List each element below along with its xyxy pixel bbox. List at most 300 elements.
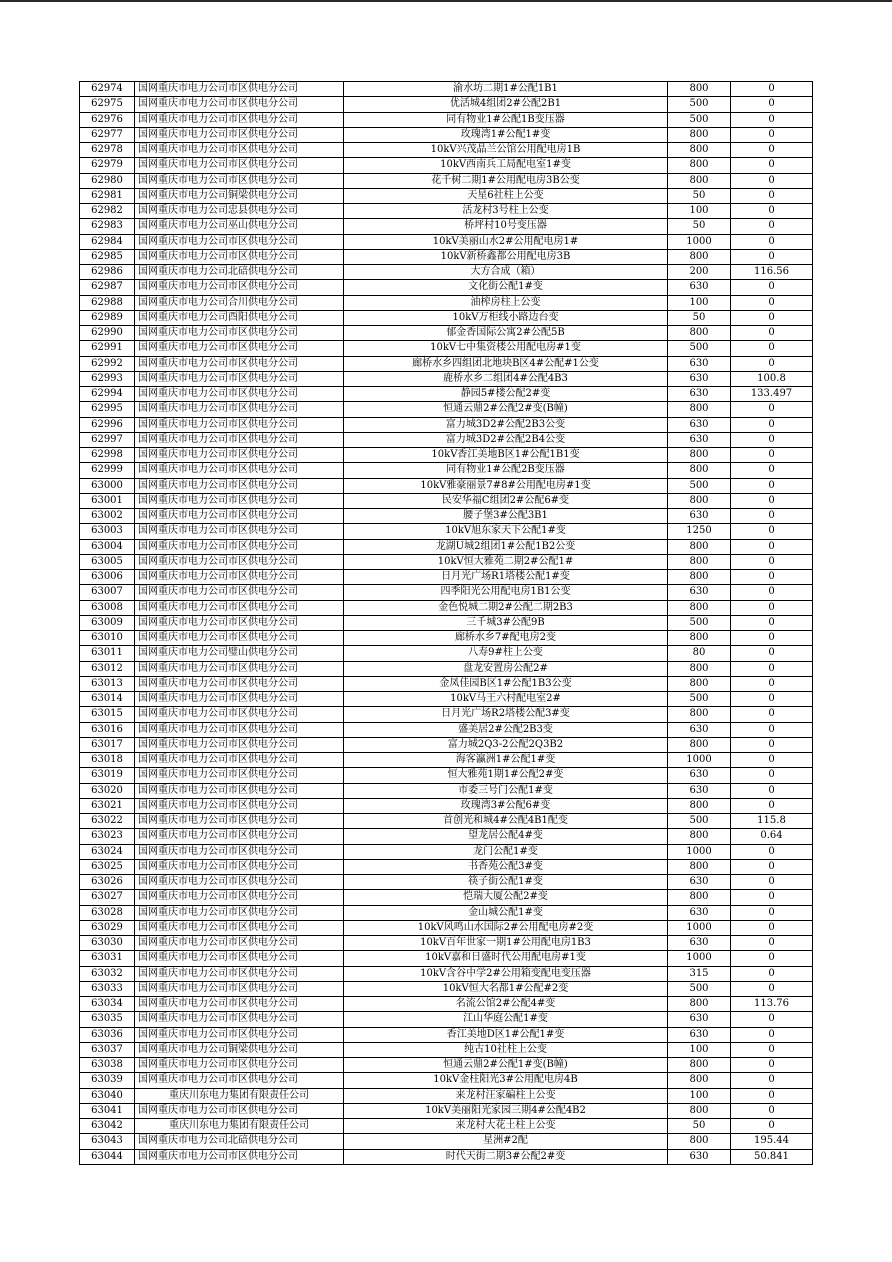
capacity-cell: 50	[668, 310, 731, 325]
station-name-cell: 海客瀛洲1#公配1#变	[344, 753, 668, 768]
value-cell: 0	[731, 524, 813, 539]
row-id-cell: 62997	[80, 432, 135, 447]
row-id-cell: 63030	[80, 936, 135, 951]
company-cell: 国网重庆市电力公司市区供电分公司	[135, 768, 344, 783]
row-id-cell: 63033	[80, 981, 135, 996]
table-row	[80, 1134, 813, 1149]
row-id-cell: 63024	[80, 844, 135, 859]
table-row	[80, 1103, 813, 1118]
value-cell: 0	[731, 188, 813, 203]
station-name-cell: 花千树二期1#公用配电房3B公变	[344, 173, 668, 188]
company-cell: 国网重庆市电力公司市区供电分公司	[135, 692, 344, 707]
capacity-cell: 50	[668, 1119, 731, 1134]
station-name-cell: 盘龙安置房公配2#	[344, 661, 668, 676]
value-cell: 0	[731, 981, 813, 996]
capacity-cell: 1000	[668, 234, 731, 249]
company-cell: 国网重庆市电力公司酉阳供电分公司	[135, 310, 344, 325]
station-name-cell: 同有物业1#公配1B变压器	[344, 112, 668, 127]
table-row	[80, 615, 813, 630]
value-cell: 113.76	[731, 997, 813, 1012]
company-cell: 国网重庆市电力公司市区供电分公司	[135, 463, 344, 478]
company-cell: 国网重庆市电力公司市区供电分公司	[135, 356, 344, 371]
capacity-cell: 100	[668, 295, 731, 310]
station-name-cell: 10kV美丽阳光家园三期4#公配4B2	[344, 1103, 668, 1118]
table-row	[80, 844, 813, 859]
company-cell: 国网重庆市电力公司市区供电分公司	[135, 966, 344, 981]
capacity-cell: 500	[668, 615, 731, 630]
capacity-cell: 50	[668, 188, 731, 203]
table-row	[80, 219, 813, 234]
row-id-cell: 63018	[80, 753, 135, 768]
company-cell: 国网重庆市电力公司市区供电分公司	[135, 615, 344, 630]
station-name-cell: 来龙村汪家碥柱上公变	[344, 1088, 668, 1103]
company-cell: 国网重庆市电力公司市区供电分公司	[135, 1149, 344, 1164]
value-cell: 0	[731, 936, 813, 951]
company-cell: 国网重庆市电力公司市区供电分公司	[135, 844, 344, 859]
value-cell: 115.8	[731, 814, 813, 829]
row-id-cell: 62993	[80, 371, 135, 386]
company-cell: 国网重庆市电力公司巫山供电分公司	[135, 219, 344, 234]
capacity-cell: 630	[668, 356, 731, 371]
company-cell: 国网重庆市电力公司市区供电分公司	[135, 387, 344, 402]
company-cell: 国网重庆市电力公司市区供电分公司	[135, 509, 344, 524]
capacity-cell: 800	[668, 859, 731, 874]
row-id-cell: 63020	[80, 783, 135, 798]
row-id-cell: 62988	[80, 295, 135, 310]
table-row	[80, 371, 813, 386]
station-name-cell: 金凤佳园B区1#公配1B3公变	[344, 676, 668, 691]
station-name-cell: 10kV美丽山水2#公用配电房1#	[344, 234, 668, 249]
capacity-cell: 800	[668, 82, 731, 97]
station-name-cell: 金山城公配1#变	[344, 905, 668, 920]
table-row	[80, 463, 813, 478]
value-cell: 0	[731, 600, 813, 615]
capacity-cell: 800	[668, 661, 731, 676]
station-name-cell: 静园5#楼公配2#变	[344, 387, 668, 402]
table-row	[80, 234, 813, 249]
row-id-cell: 63022	[80, 814, 135, 829]
capacity-cell: 800	[668, 402, 731, 417]
row-id-cell: 62998	[80, 448, 135, 463]
value-cell: 0	[731, 615, 813, 630]
value-cell: 0	[731, 966, 813, 981]
capacity-cell: 800	[668, 554, 731, 569]
capacity-cell: 50	[668, 219, 731, 234]
row-id-cell: 63037	[80, 1042, 135, 1057]
company-cell: 国网重庆市电力公司北碚供电分公司	[135, 1134, 344, 1149]
table-row	[80, 1088, 813, 1103]
row-id-cell: 63035	[80, 1012, 135, 1027]
capacity-cell: 630	[668, 585, 731, 600]
company-cell: 国网重庆市电力公司市区供电分公司	[135, 448, 344, 463]
capacity-cell: 800	[668, 737, 731, 752]
table-row	[80, 127, 813, 142]
row-id-cell: 62981	[80, 188, 135, 203]
station-name-cell: 玫瑰湾3#公配6#变	[344, 798, 668, 813]
capacity-cell: 630	[668, 1149, 731, 1164]
station-name-cell: 桥坪村10号变压器	[344, 219, 668, 234]
table-row	[80, 143, 813, 158]
value-cell: 0	[731, 219, 813, 234]
row-id-cell: 63025	[80, 859, 135, 874]
station-name-cell: 10kV百年世家一期1#公用配电房1B3	[344, 936, 668, 951]
capacity-cell: 800	[668, 829, 731, 844]
station-name-cell: 盛美居2#公配2B3变	[344, 722, 668, 737]
company-cell: 国网重庆市电力公司市区供电分公司	[135, 1058, 344, 1073]
value-cell: 0	[731, 356, 813, 371]
value-cell: 116.56	[731, 265, 813, 280]
company-cell: 国网重庆市电力公司市区供电分公司	[135, 1027, 344, 1042]
value-cell: 0	[731, 890, 813, 905]
table-row	[80, 722, 813, 737]
value-cell: 0	[731, 768, 813, 783]
table-row	[80, 920, 813, 935]
station-name-cell: 10kV马王六村配电室2#	[344, 692, 668, 707]
row-id-cell: 63041	[80, 1103, 135, 1118]
station-name-cell: 来龙村大花土柱上公变	[344, 1119, 668, 1134]
station-name-cell: 文化街公配1#变	[344, 280, 668, 295]
value-cell: 0	[731, 539, 813, 554]
row-id-cell: 63006	[80, 570, 135, 585]
value-cell: 0	[731, 402, 813, 417]
station-name-cell: 10kV兴茂晶兰公馆公用配电房1B	[344, 143, 668, 158]
row-id-cell: 63008	[80, 600, 135, 615]
capacity-cell: 800	[668, 997, 731, 1012]
row-id-cell: 63004	[80, 539, 135, 554]
table-row	[80, 478, 813, 493]
station-name-cell: 10kV香江美地B区1#公配1B1变	[344, 448, 668, 463]
value-cell: 0	[731, 692, 813, 707]
row-id-cell: 63012	[80, 661, 135, 676]
value-cell: 0	[731, 82, 813, 97]
company-cell: 国网重庆市电力公司市区供电分公司	[135, 158, 344, 173]
table-row	[80, 692, 813, 707]
capacity-cell: 630	[668, 1012, 731, 1027]
value-cell: 0	[731, 844, 813, 859]
company-cell: 国网重庆市电力公司市区供电分公司	[135, 112, 344, 127]
table-row	[80, 768, 813, 783]
table-row	[80, 1027, 813, 1042]
row-id-cell: 62996	[80, 417, 135, 432]
company-cell: 国网重庆市电力公司市区供电分公司	[135, 173, 344, 188]
company-cell: 国网重庆市电力公司市区供电分公司	[135, 554, 344, 569]
page-top-rule	[0, 0, 892, 2]
value-cell: 0	[731, 295, 813, 310]
row-id-cell: 63040	[80, 1088, 135, 1103]
value-cell: 0	[731, 310, 813, 325]
value-cell: 0	[731, 707, 813, 722]
company-cell: 国网重庆市电力公司市区供电分公司	[135, 920, 344, 935]
row-id-cell: 63010	[80, 631, 135, 646]
station-name-cell: 10kV万柜线小路边台变	[344, 310, 668, 325]
station-name-cell: 10kV嘉和日盛时代公用配电房#1变	[344, 951, 668, 966]
table-row	[80, 82, 813, 97]
value-cell: 0	[731, 249, 813, 264]
table-row	[80, 661, 813, 676]
row-id-cell: 62989	[80, 310, 135, 325]
station-name-cell: 玫瑰湾1#公配1#变	[344, 127, 668, 142]
capacity-cell: 100	[668, 204, 731, 219]
table-row	[80, 356, 813, 371]
transformer-table	[79, 81, 813, 1165]
company-cell: 国网重庆市电力公司市区供电分公司	[135, 951, 344, 966]
company-cell: 国网重庆市电力公司市区供电分公司	[135, 1012, 344, 1027]
row-id-cell: 62986	[80, 265, 135, 280]
table-body	[80, 82, 813, 1165]
table-row	[80, 173, 813, 188]
table-row	[80, 798, 813, 813]
station-name-cell: 10kV金柱阳光3#公用配电房4B	[344, 1073, 668, 1088]
value-cell: 0	[731, 783, 813, 798]
station-name-cell: 10kV旭东家天下公配1#变	[344, 524, 668, 539]
station-name-cell: 星洲#2配	[344, 1134, 668, 1149]
station-name-cell: 鹿桥水乡二组团4#公配4B3	[344, 371, 668, 386]
row-id-cell: 62976	[80, 112, 135, 127]
station-name-cell: 日月光广场R1塔楼公配1#变	[344, 570, 668, 585]
table-row	[80, 97, 813, 112]
station-name-cell: 廊桥水乡四组团北地块B区4#公配#1公变	[344, 356, 668, 371]
value-cell: 0	[731, 920, 813, 935]
row-id-cell: 62987	[80, 280, 135, 295]
capacity-cell: 630	[668, 387, 731, 402]
row-id-cell: 62979	[80, 158, 135, 173]
value-cell: 0	[731, 432, 813, 447]
capacity-cell: 800	[668, 600, 731, 615]
table-row	[80, 951, 813, 966]
table-row	[80, 204, 813, 219]
row-id-cell: 62984	[80, 234, 135, 249]
station-name-cell: 天星6社柱上公变	[344, 188, 668, 203]
table-row	[80, 737, 813, 752]
company-cell: 国网重庆市电力公司忠县供电分公司	[135, 204, 344, 219]
company-cell: 国网重庆市电力公司市区供电分公司	[135, 783, 344, 798]
table-row	[80, 966, 813, 981]
capacity-cell: 800	[668, 1073, 731, 1088]
row-id-cell: 63005	[80, 554, 135, 569]
table-row	[80, 554, 813, 569]
row-id-cell: 62991	[80, 341, 135, 356]
row-id-cell: 63015	[80, 707, 135, 722]
row-id-cell: 63043	[80, 1134, 135, 1149]
company-cell: 国网重庆市电力公司市区供电分公司	[135, 737, 344, 752]
station-name-cell: 四季阳光公用配电房1B1公变	[344, 585, 668, 600]
table-row	[80, 1058, 813, 1073]
table-row	[80, 539, 813, 554]
capacity-cell: 100	[668, 1042, 731, 1057]
row-id-cell: 63027	[80, 890, 135, 905]
capacity-cell: 630	[668, 509, 731, 524]
capacity-cell: 1000	[668, 844, 731, 859]
company-cell: 国网重庆市电力公司市区供电分公司	[135, 600, 344, 615]
station-name-cell: 书香苑公配3#变	[344, 859, 668, 874]
row-id-cell: 63002	[80, 509, 135, 524]
company-cell: 国网重庆市电力公司市区供电分公司	[135, 249, 344, 264]
company-cell: 国网重庆市电力公司市区供电分公司	[135, 493, 344, 508]
company-cell: 国网重庆市电力公司璧山供电分公司	[135, 646, 344, 661]
company-cell: 国网重庆市电力公司市区供电分公司	[135, 417, 344, 432]
value-cell: 0	[731, 1119, 813, 1134]
row-id-cell: 62990	[80, 326, 135, 341]
company-cell: 国网重庆市电力公司铜梁供电分公司	[135, 188, 344, 203]
company-cell: 国网重庆市电力公司市区供电分公司	[135, 936, 344, 951]
capacity-cell: 800	[668, 463, 731, 478]
station-name-cell: 恒通云鼎2#公配1#变(B幢)	[344, 1058, 668, 1073]
table-row	[80, 631, 813, 646]
capacity-cell: 630	[668, 432, 731, 447]
capacity-cell: 1250	[668, 524, 731, 539]
capacity-cell: 800	[668, 158, 731, 173]
station-name-cell: 龙门公配1#变	[344, 844, 668, 859]
value-cell: 0	[731, 112, 813, 127]
row-id-cell: 63003	[80, 524, 135, 539]
value-cell: 0	[731, 143, 813, 158]
row-id-cell: 63038	[80, 1058, 135, 1073]
station-name-cell: 10kV含谷中学2#公用箱变配电变压器	[344, 966, 668, 981]
table-row	[80, 295, 813, 310]
capacity-cell: 500	[668, 341, 731, 356]
value-cell: 0	[731, 127, 813, 142]
capacity-cell: 800	[668, 707, 731, 722]
row-id-cell: 63001	[80, 493, 135, 508]
value-cell: 100.8	[731, 371, 813, 386]
company-cell: 国网重庆市电力公司市区供电分公司	[135, 631, 344, 646]
capacity-cell: 630	[668, 905, 731, 920]
value-cell: 0	[731, 1058, 813, 1073]
company-cell: 国网重庆市电力公司市区供电分公司	[135, 905, 344, 920]
row-id-cell: 63044	[80, 1149, 135, 1164]
table-row	[80, 600, 813, 615]
value-cell: 0	[731, 859, 813, 874]
capacity-cell: 800	[668, 631, 731, 646]
company-cell: 国网重庆市电力公司市区供电分公司	[135, 570, 344, 585]
capacity-cell: 1000	[668, 951, 731, 966]
station-name-cell: 恒通云鼎2#公配2#变(B幢)	[344, 402, 668, 417]
company-cell: 国网重庆市电力公司市区供电分公司	[135, 981, 344, 996]
value-cell: 0	[731, 478, 813, 493]
station-name-cell: 名流公馆2#公配4#变	[344, 997, 668, 1012]
capacity-cell: 500	[668, 112, 731, 127]
table-row	[80, 676, 813, 691]
company-cell: 重庆川东电力集团有限责任公司	[135, 1119, 344, 1134]
table-row	[80, 524, 813, 539]
station-name-cell: 市委三号门公配1#变	[344, 783, 668, 798]
company-cell: 国网重庆市电力公司市区供电分公司	[135, 829, 344, 844]
table-row	[80, 493, 813, 508]
company-cell: 国网重庆市电力公司市区供电分公司	[135, 539, 344, 554]
station-name-cell: 日月光广场R2塔楼公配3#变	[344, 707, 668, 722]
station-name-cell: 富力城3D2#公配2B3公变	[344, 417, 668, 432]
value-cell: 0	[731, 97, 813, 112]
capacity-cell: 500	[668, 814, 731, 829]
row-id-cell: 63023	[80, 829, 135, 844]
table-row	[80, 646, 813, 661]
value-cell: 0	[731, 554, 813, 569]
row-id-cell: 63000	[80, 478, 135, 493]
table-row	[80, 1042, 813, 1057]
value-cell: 0	[731, 905, 813, 920]
value-cell: 0	[731, 1073, 813, 1088]
table-row	[80, 417, 813, 432]
table-row	[80, 859, 813, 874]
capacity-cell: 630	[668, 280, 731, 295]
company-cell: 国网重庆市电力公司合川供电分公司	[135, 295, 344, 310]
company-cell: 国网重庆市电力公司市区供电分公司	[135, 997, 344, 1012]
row-id-cell: 62994	[80, 387, 135, 402]
capacity-cell: 800	[668, 539, 731, 554]
row-id-cell: 63007	[80, 585, 135, 600]
table-row	[80, 585, 813, 600]
station-name-cell: 10kV恒大雅苑二期2#公配1#	[344, 554, 668, 569]
row-id-cell: 62978	[80, 143, 135, 158]
station-name-cell: 优活城4组团2#公配2B1	[344, 97, 668, 112]
capacity-cell: 630	[668, 371, 731, 386]
company-cell: 国网重庆市电力公司市区供电分公司	[135, 585, 344, 600]
station-name-cell: 八寿9#柱上公变	[344, 646, 668, 661]
table-row	[80, 570, 813, 585]
capacity-cell: 500	[668, 97, 731, 112]
capacity-cell: 200	[668, 265, 731, 280]
capacity-cell: 630	[668, 936, 731, 951]
capacity-cell: 630	[668, 783, 731, 798]
station-name-cell: 望龙居公配4#变	[344, 829, 668, 844]
row-id-cell: 63031	[80, 951, 135, 966]
row-id-cell: 62985	[80, 249, 135, 264]
capacity-cell: 1000	[668, 920, 731, 935]
value-cell: 0	[731, 951, 813, 966]
company-cell: 国网重庆市电力公司市区供电分公司	[135, 875, 344, 890]
capacity-cell: 800	[668, 1134, 731, 1149]
row-id-cell: 62977	[80, 127, 135, 142]
value-cell: 0	[731, 341, 813, 356]
table-row	[80, 280, 813, 295]
value-cell: 0	[731, 234, 813, 249]
company-cell: 国网重庆市电力公司市区供电分公司	[135, 326, 344, 341]
table-row	[80, 707, 813, 722]
station-name-cell: 10kV雅豪丽景7#8#公用配电房#1变	[344, 478, 668, 493]
value-cell: 0	[731, 661, 813, 676]
company-cell: 国网重庆市电力公司市区供电分公司	[135, 814, 344, 829]
value-cell: 0	[731, 280, 813, 295]
capacity-cell: 630	[668, 768, 731, 783]
station-name-cell: 三千城3#公配9B	[344, 615, 668, 630]
table-row	[80, 1119, 813, 1134]
table-row	[80, 981, 813, 996]
station-name-cell: 油榨房柱上公变	[344, 295, 668, 310]
table-row	[80, 448, 813, 463]
value-cell: 0	[731, 158, 813, 173]
station-name-cell: 大方合成（箱）	[344, 265, 668, 280]
station-name-cell: 活龙村3号柱上公变	[344, 204, 668, 219]
value-cell: 0	[731, 509, 813, 524]
station-name-cell: 首创光和城4#公配4B1配变	[344, 814, 668, 829]
value-cell: 0	[731, 875, 813, 890]
company-cell: 国网重庆市电力公司市区供电分公司	[135, 234, 344, 249]
company-cell: 国网重庆市电力公司市区供电分公司	[135, 127, 344, 142]
company-cell: 国网重庆市电力公司市区供电分公司	[135, 280, 344, 295]
capacity-cell: 800	[668, 493, 731, 508]
station-name-cell: 时代天街二期3#公配2#变	[344, 1149, 668, 1164]
row-id-cell: 63029	[80, 920, 135, 935]
station-name-cell: 香江美地D区1#公配1#变	[344, 1027, 668, 1042]
station-name-cell: 恒大雅苑1期1#公配2#变	[344, 768, 668, 783]
capacity-cell: 315	[668, 966, 731, 981]
value-cell: 0	[731, 204, 813, 219]
value-cell: 0	[731, 417, 813, 432]
capacity-cell: 630	[668, 722, 731, 737]
value-cell: 0	[731, 173, 813, 188]
capacity-cell: 800	[668, 173, 731, 188]
value-cell: 0	[731, 1103, 813, 1118]
